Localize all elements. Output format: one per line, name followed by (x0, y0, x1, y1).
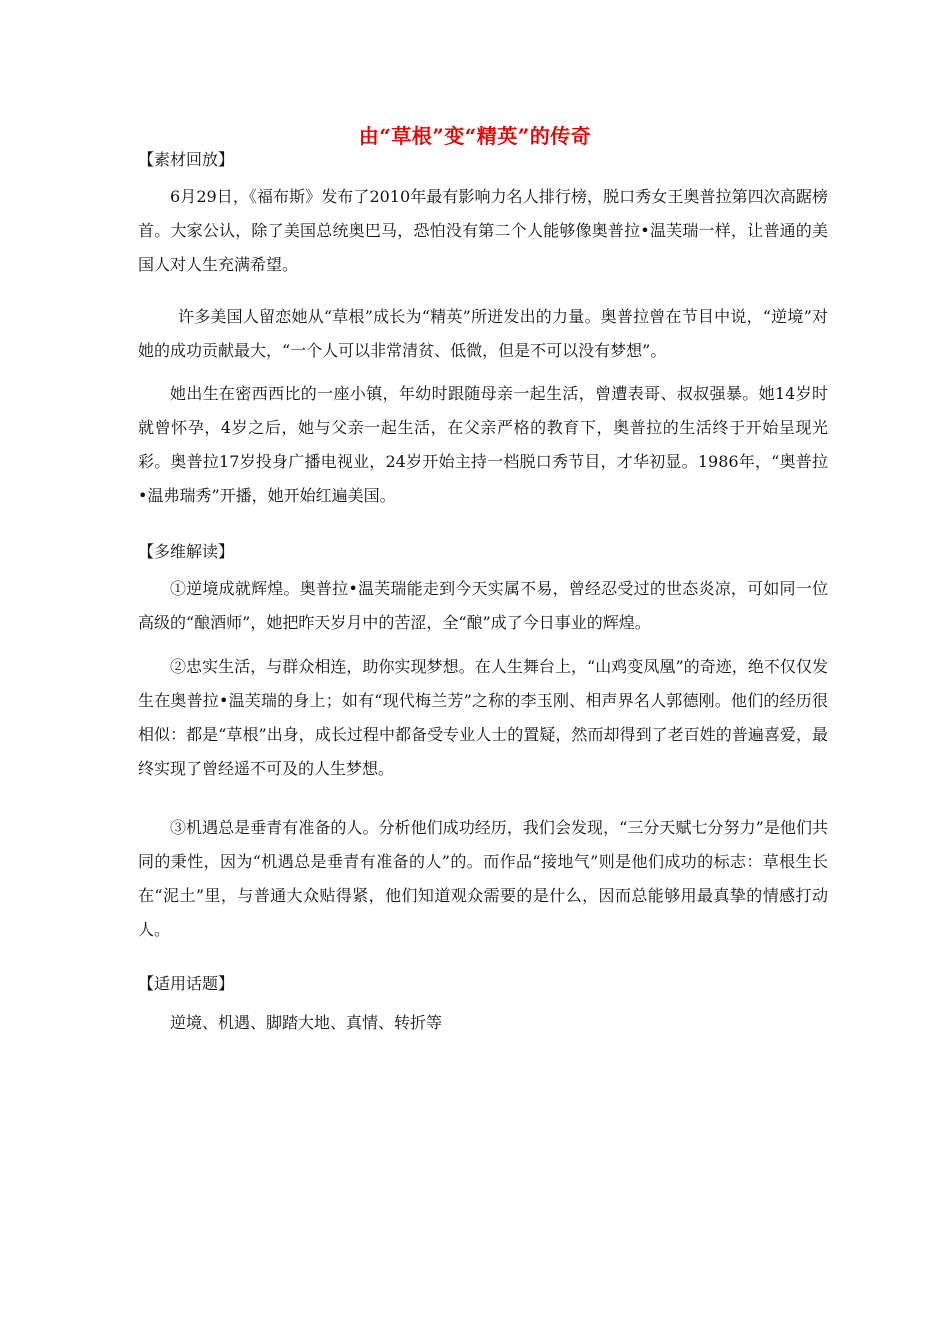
material-paragraph-1: 6月29日，《福布斯》发布了2010年最有影响力名人排行榜，脱口秀女王奥普拉第四次高踞榜首。大家公认，除了美国总统奥巴马，恐怕没有第二个人能够像奥普拉•温芙瑞一样，让普通的美国人对人生充满希望。 (138, 187, 828, 274)
material-paragraph-3: 她出生在密西西比的一座小镇，年幼时跟随母亲一起生活，曾遭表哥、叔叔强暴。她14岁时就曾怀孕，4岁之后，她与父亲一起生活，在父亲严格的教育下，奥普拉的生活终于开始呈现光彩。奥普拉17岁投身广播电视业，24岁开始主持一档脱口秀节目，才华初显。1986年，“奥普拉•温弗瑞秀”开播，她开始红遍美国。 (138, 384, 828, 505)
material-heading: 【素材回放】 (138, 150, 235, 169)
analysis-heading: 【多维解读】 (138, 542, 235, 561)
analysis-paragraph-3: ③机遇总是垂青有准备的人。分析他们成功经历，我们会发现，“三分天赋七分努力”是他们共同的秉性，因为“机遇总是垂青有准备的人”的。而作品“接地气”则是他们成功的标志：草根生长在“泥土”里，与普通大众贴得紧，他们知道观众需要的是什么，因而总能够用最真挚的情感打动人。 (138, 818, 828, 939)
analysis-paragraph-2: ②忠实生活，与群众相连，助你实现梦想。在人生舞台上，“山鸡变凤凰”的奇迹，绝不仅仅发生在奥普拉•温芙瑞的身上；如有“现代梅兰芳”之称的李玉刚、相声界名人郭德刚。他们的经历很相似：都是“草根”出身，成长过程中都备受专业人士的置疑，然而却得到了老百姓的普遍喜爱，最终实现了曾经遥不可及的人生梦想。 (138, 657, 828, 778)
topics-heading: 【适用话题】 (138, 974, 235, 993)
material-paragraph-2: 许多美国人留恋她从“草根”成长为“精英”所迸发出的力量。奥普拉曾在节目中说，“逆境”对她的成功贡献最大，“一个人可以非常清贫、低微，但是不可以没有梦想”。 (138, 307, 828, 360)
analysis-paragraph-1: ①逆境成就辉煌。奥普拉•温芙瑞能走到今天实属不易，曾经忍受过的世态炎凉，可如同一位高级的“酿酒师”，她把昨天岁月中的苦涩，全“酿”成了今日事业的辉煌。 (138, 579, 828, 632)
document-title: 由“草根”变“精英”的传奇 (358, 124, 592, 148)
topics-text: 逆境、机遇、脚踏大地、真情、转折等 (170, 1013, 443, 1032)
